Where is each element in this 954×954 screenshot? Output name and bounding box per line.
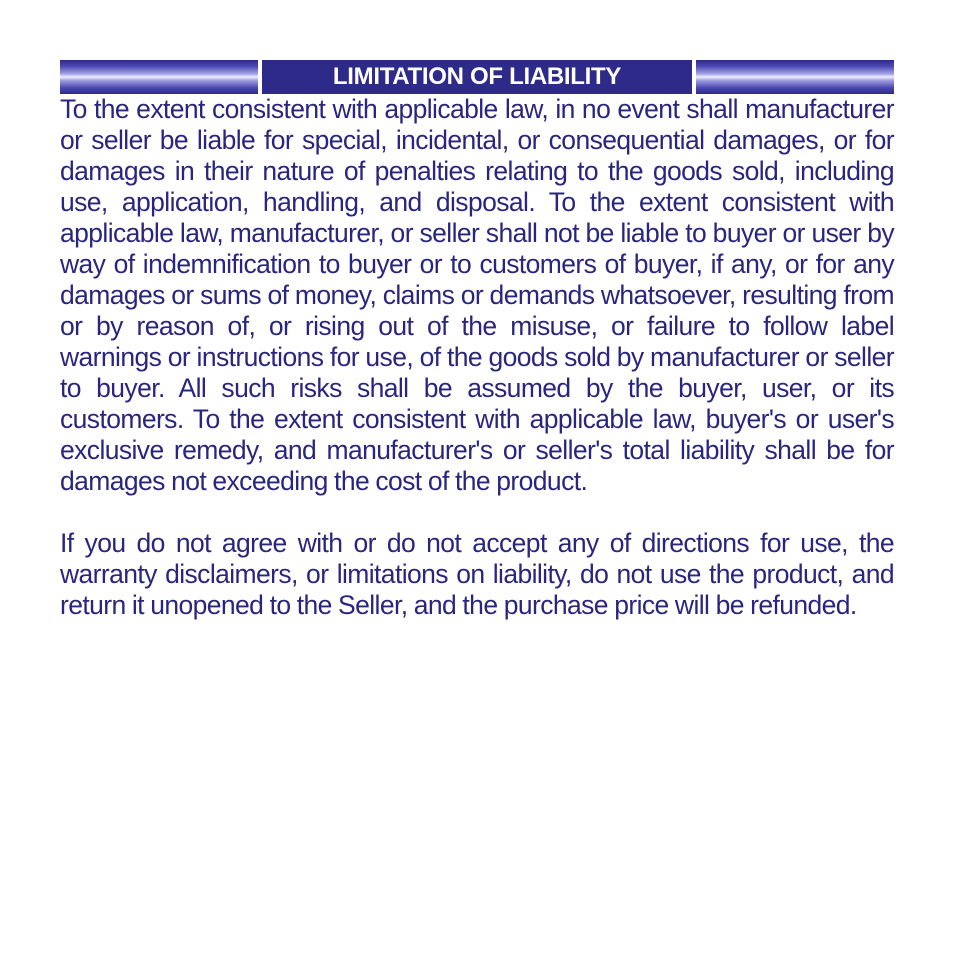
header-bar-right-stripe	[694, 60, 894, 94]
header-bar-left-stripe	[60, 60, 260, 94]
section-header-bar	[60, 60, 894, 94]
body-paragraph-1: To the extent consistent with applicable law, in no event shall manufacturer or seller be liable for special, incidental, or consequential damages, or for damages in their nature of penalties relating to the goods sold, including use, application, handling, and disposal. To the extent consistent with applicable law, manufacturer, or seller shall not be liable to buyer or user by way of indemnification to buyer or to customers of buyer, if any, or for any damages or sums of money, claims or demands whatsoever, resulting from or by reason of, or rising out of the misuse, or failure to follow label warnings or instructions for use, of the goods sold by manufacturer or seller to buyer. All such risks shall be assumed by the buyer, user, or its customers. To the extent consistent with applicable law, buyer's or user's exclusive remedy, and manufacturer's or seller's total liability shall be for damages not exceeding the cost of the product.	[60, 94, 894, 496]
section-title: LIMITATION OF LIABILITY	[332, 63, 622, 90]
body-paragraph-2: If you do not agree with or do not accept any of directions for use, the warranty disclaimers, or limitations on liability, do not use the product, and return it unopened to the Seller, and the purchase price will be refunded.	[60, 528, 894, 620]
section-body	[60, 94, 894, 621]
